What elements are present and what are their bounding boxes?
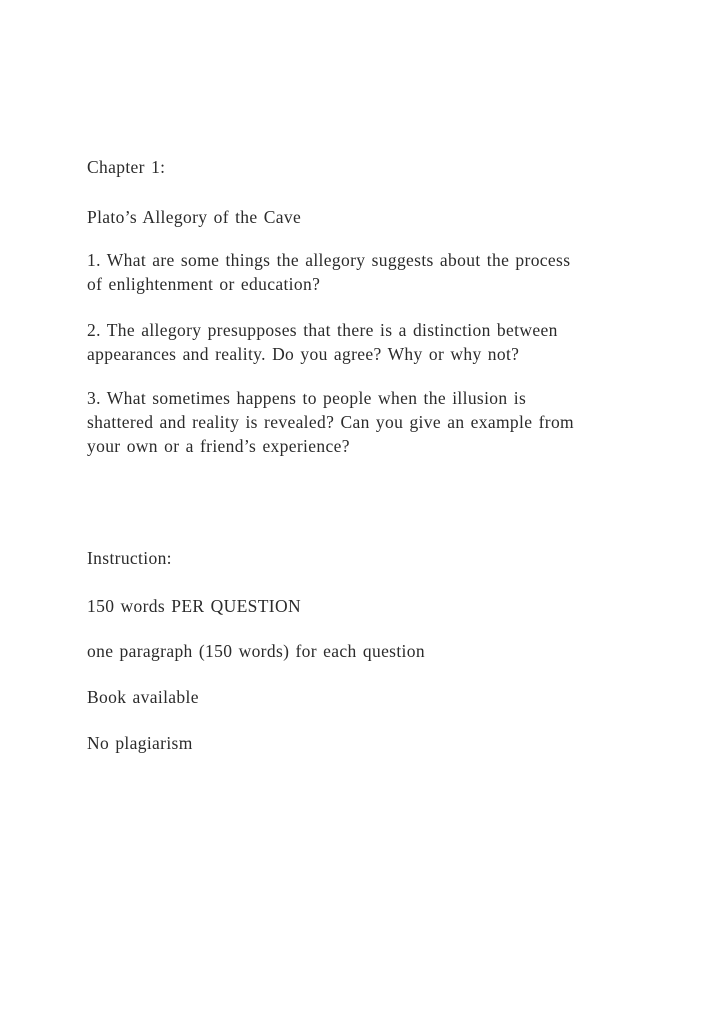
section-title: Plato’s Allegory of the Cave [87,207,302,227]
question-1-line-1: 1. What are some things the allegory suggests about the process [87,250,571,270]
question-3 [87,386,647,458]
instruction-item: Book available [87,687,199,707]
question-1-line-2: of enlightenment or education? [87,274,321,294]
question-2-line-1: 2. The allegory presupposes that there is a distinction between [87,320,558,340]
question-3-line-1: 3. What sometimes happens to people when the illusion is [87,388,527,408]
chapter-heading: Chapter 1: [87,157,166,177]
question-2-line-2: appearances and reality. Do you agree? Why or why not? [87,344,520,364]
instruction-item: one paragraph (150 words) for each question [87,641,425,661]
question-2 [87,318,647,366]
question-3-line-3: your own or a friend’s experience? [87,436,350,456]
instruction-item: No plagiarism [87,733,193,753]
instruction-item: 150 words PER QUESTION [87,596,301,616]
question-1 [87,248,647,296]
instruction-heading: Instruction: [87,548,172,568]
question-3-line-2: shattered and reality is revealed? Can you give an example from [87,412,575,432]
